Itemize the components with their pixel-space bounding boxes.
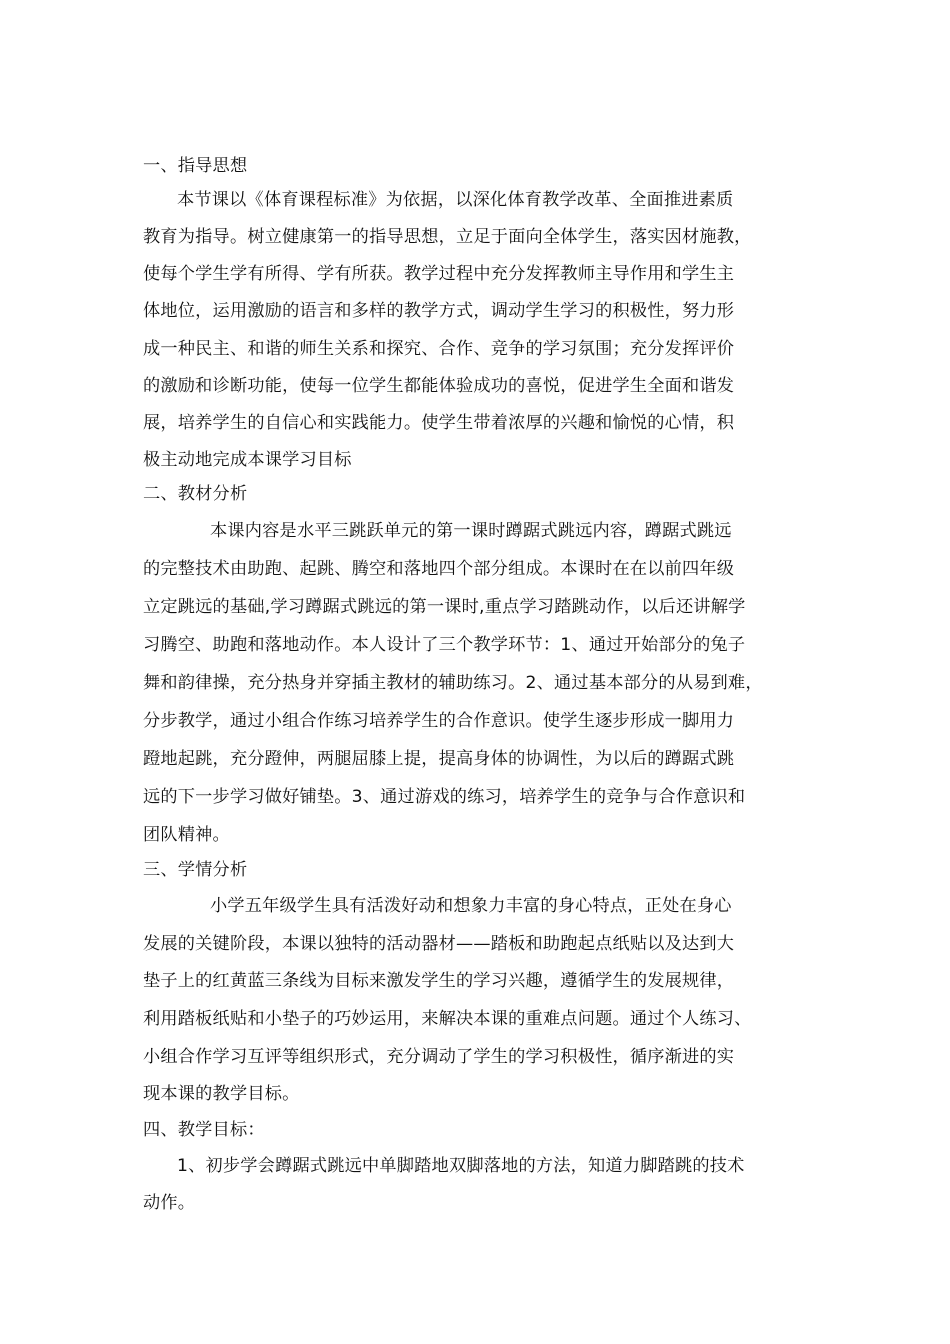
paragraph-line: 成一种民主、和谐的师生关系和探究、合作、竞争的学习氛围；充分发挥评价 — [143, 339, 735, 359]
paragraph-line: 垫子上的红黄蓝三条线为目标来激发学生的学习兴趣，遵循学生的发展规律， — [143, 971, 735, 991]
paragraph-line: 习腾空、助跑和落地动作。本人设计了三个教学环节：1、通过开始部分的兔子 — [143, 635, 746, 655]
paragraph-line: 1、初步学会蹲踞式跳远中单脚踏地双脚落地的方法，知道力脚踏跳的技术 — [177, 1156, 745, 1176]
paragraph-line: 极主动地完成本课学习目标 — [143, 450, 352, 470]
paragraph-line: 发展的关键阶段，本课以独特的活动器材——踏板和助跑起点纸贴以及达到大 — [143, 934, 735, 954]
paragraph-line: 本课内容是水平三跳跃单元的第一课时蹲踞式跳远内容，蹲踞式跳远 — [210, 521, 732, 541]
paragraph-line: 现本课的教学目标。 — [143, 1084, 300, 1104]
paragraph-line: 的完整技术由助跑、起跳、腾空和落地四个部分组成。本课时在在以前四年级 — [143, 559, 735, 579]
paragraph-line: 立定跳远的基础,学习蹲踞式跳远的第一课时,重点学习踏跳动作，以后还讲解学 — [143, 597, 746, 617]
paragraph-line: 小学五年级学生具有活泼好动和想象力丰富的身心特点，正处在身心 — [210, 896, 732, 916]
section-heading-teaching-objectives: 四、教学目标： — [143, 1120, 265, 1140]
paragraph-line: 分步教学，通过小组合作练习培养学生的合作意识。使学生逐步形成一脚用力 — [143, 711, 735, 731]
paragraph-line: 的激励和诊断功能，使每一位学生都能体验成功的喜悦，促进学生全面和谐发 — [143, 376, 735, 396]
paragraph-line: 舞和韵律操，充分热身并穿插主教材的辅助练习。2、通过基本部分的从易到难， — [143, 673, 763, 693]
paragraph-line: 展，培养学生的自信心和实践能力。使学生带着浓厚的兴趣和愉悦的心情，积 — [143, 413, 735, 433]
paragraph-line: 使每个学生学有所得、学有所获。教学过程中充分发挥教师主导作用和学生主 — [143, 264, 735, 284]
paragraph-line: 教育为指导。树立健康第一的指导思想，立足于面向全体学生，落实因材施教， — [143, 227, 752, 247]
paragraph-line: 利用踏板纸贴和小垫子的巧妙运用，来解决本课的重难点问题。通过个人练习、 — [143, 1009, 752, 1029]
section-heading-learner-analysis: 三、学情分析 — [143, 860, 248, 880]
paragraph-line: 蹬地起跳，充分蹬伸，两腿屈膝上提，提高身体的协调性，为以后的蹲踞式跳 — [143, 749, 735, 769]
paragraph-line: 小组合作学习互评等组织形式，充分调动了学生的学习积极性，循序渐进的实 — [143, 1047, 735, 1067]
paragraph-line: 团队精神。 — [143, 825, 230, 845]
paragraph-line: 本节课以《体育课程标准》为依据，以深化体育教学改革、全面推进素质 — [177, 190, 734, 210]
paragraph-line: 远的下一步学习做好铺垫。3、通过游戏的练习，培养学生的竞争与合作意识和 — [143, 787, 746, 807]
paragraph-line: 体地位，运用激励的语言和多样的教学方式，调动学生学习的积极性，努力形 — [143, 301, 735, 321]
section-heading-guiding-ideas: 一、指导思想 — [143, 156, 248, 176]
paragraph-line: 动作。 — [143, 1193, 196, 1213]
section-heading-material-analysis: 二、教材分析 — [143, 484, 248, 504]
